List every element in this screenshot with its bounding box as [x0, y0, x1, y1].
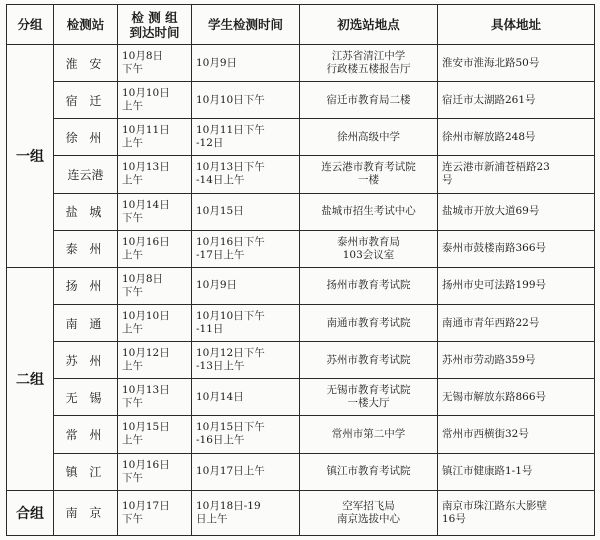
test-time-cell: 10月17日上午	[192, 453, 300, 490]
table-row	[7, 490, 595, 535]
schedule-body	[7, 45, 595, 536]
address-cell: 淮安市淮海北路50号	[438, 45, 595, 82]
location-cell: 盐城市招生考试中心	[300, 193, 438, 230]
address-cell: 连云港市新浦苍梧路23 号	[438, 156, 595, 193]
header-location: 初选站地点	[300, 5, 438, 45]
address-cell: 盐城市开放大道69号	[438, 193, 595, 230]
site-cell: 连云港	[54, 156, 118, 193]
site-cell: 常 州	[54, 416, 118, 453]
location-cell: 南通市教育考试院	[300, 304, 438, 341]
arrival-cell: 10月13日 下午	[118, 379, 192, 416]
table-row	[7, 416, 595, 453]
arrival-cell: 10月17日 下午	[118, 490, 192, 535]
site-cell: 苏 州	[54, 342, 118, 379]
location-cell: 镇江市教育考试院	[300, 453, 438, 490]
table-row	[7, 82, 595, 119]
location-cell: 无锡市教育考试院 一楼大厅	[300, 379, 438, 416]
location-cell: 徐州高级中学	[300, 119, 438, 156]
address-cell: 泰州市鼓楼南路366号	[438, 230, 595, 267]
address-cell: 扬州市史可法路199号	[438, 267, 595, 304]
header-group: 分组	[7, 5, 54, 45]
arrival-cell: 10月15日 上午	[118, 416, 192, 453]
test-time-cell: 10月18日-19 日上午	[192, 490, 300, 535]
table-row	[7, 379, 595, 416]
site-cell: 南 通	[54, 304, 118, 341]
test-time-cell: 10月9日	[192, 45, 300, 82]
test-time-cell: 10月12日下午 -13日上午	[192, 342, 300, 379]
address-cell: 南通市青年西路22号	[438, 304, 595, 341]
test-time-cell: 10月15日下午 -16日上午	[192, 416, 300, 453]
site-cell: 徐 州	[54, 119, 118, 156]
site-cell: 盐 城	[54, 193, 118, 230]
test-time-cell: 10月10日下午 -11日	[192, 304, 300, 341]
arrival-cell: 10月8日 下午	[118, 267, 192, 304]
location-cell: 空军招飞局 南京选拔中心	[300, 490, 438, 535]
header-test-time: 学生检测时间	[192, 5, 300, 45]
test-time-cell: 10月13日下午 -14日上午	[192, 156, 300, 193]
arrival-cell: 10月11日 上午	[118, 119, 192, 156]
test-time-cell: 10月16日下午 -17日上午	[192, 230, 300, 267]
location-cell: 苏州市教育考试院	[300, 342, 438, 379]
group-label: 合组	[7, 490, 54, 535]
test-time-cell: 10月14日	[192, 379, 300, 416]
table-row	[7, 304, 595, 341]
site-cell: 淮 安	[54, 45, 118, 82]
group-label: 二组	[7, 267, 54, 490]
header-arrival: 检 测 组 到达时间	[118, 5, 192, 45]
site-cell: 泰 州	[54, 230, 118, 267]
table-row	[7, 267, 595, 304]
header-site: 检测站	[54, 5, 118, 45]
address-cell: 镇江市健康路1-1号	[438, 453, 595, 490]
arrival-cell: 10月8日 下午	[118, 45, 192, 82]
arrival-cell: 10月13日 上午	[118, 156, 192, 193]
site-cell: 宿 迁	[54, 82, 118, 119]
table-row	[7, 193, 595, 230]
address-cell: 宿迁市太湖路261号	[438, 82, 595, 119]
test-time-cell: 10月11日下午 -12日	[192, 119, 300, 156]
arrival-cell: 10月12日 上午	[118, 342, 192, 379]
location-cell: 宿迁市教育局二楼	[300, 82, 438, 119]
site-cell: 南 京	[54, 490, 118, 535]
table-row	[7, 230, 595, 267]
address-cell: 常州市西横街32号	[438, 416, 595, 453]
site-cell: 无 锡	[54, 379, 118, 416]
arrival-cell: 10月14日 下午	[118, 193, 192, 230]
table-row	[7, 156, 595, 193]
arrival-cell: 10月16日 下午	[118, 453, 192, 490]
location-cell: 江苏省清江中学 行政楼五楼报告厅	[300, 45, 438, 82]
header-row	[7, 5, 595, 45]
location-cell: 扬州市教育考试院	[300, 267, 438, 304]
table-row	[7, 453, 595, 490]
site-cell: 扬 州	[54, 267, 118, 304]
table-row	[7, 45, 595, 82]
location-cell: 常州市第二中学	[300, 416, 438, 453]
address-cell: 南京市珠江路东大影壁 16号	[438, 490, 595, 535]
arrival-cell: 10月16日 上午	[118, 230, 192, 267]
location-cell: 泰州市教育局 103会议室	[300, 230, 438, 267]
test-time-cell: 10月9日	[192, 267, 300, 304]
address-cell: 苏州市劳动路359号	[438, 342, 595, 379]
address-cell: 无锡市解放东路866号	[438, 379, 595, 416]
site-cell: 镇 江	[54, 453, 118, 490]
arrival-cell: 10月10日 上午	[118, 82, 192, 119]
table-row	[7, 342, 595, 379]
header-address: 具体地址	[438, 5, 595, 45]
test-time-cell: 10月15日	[192, 193, 300, 230]
address-cell: 徐州市解放路248号	[438, 119, 595, 156]
arrival-cell: 10月10日 上午	[118, 304, 192, 341]
location-cell: 连云港市教育考试院 一楼	[300, 156, 438, 193]
test-time-cell: 10月10日下午	[192, 82, 300, 119]
schedule-table	[6, 4, 595, 536]
table-row	[7, 119, 595, 156]
group-label: 一组	[7, 45, 54, 268]
